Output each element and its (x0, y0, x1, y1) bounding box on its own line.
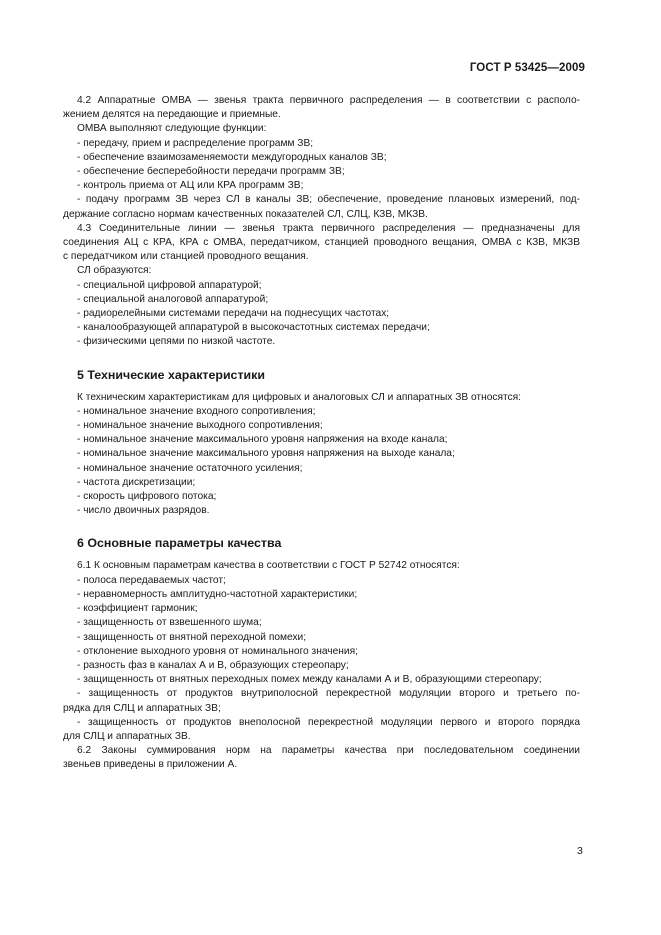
list-item: - отклонение выходного уровня от номинального значения; (77, 645, 358, 657)
list-item: - защищенность от взвешенного шума; (77, 617, 262, 629)
list-item: - частота дискретизации; (77, 476, 196, 488)
sl-intro: СЛ образуются: (77, 265, 152, 277)
document-code-header: ГОСТ Р 53425—2009 (469, 62, 585, 74)
list-item: - радиорелейными системами передачи на поднесущих частотах; (77, 308, 390, 320)
list-item: - защищенность от внятных переходных помех между каналами А и В, образующими стереопару; (77, 674, 542, 686)
list-item: - полоса передаваемых частот; (77, 574, 226, 586)
list-item: - защищенность от внятной переходной помехи; (77, 631, 307, 643)
list-item: - неравномерность амплитудно-частотной характеристики; (77, 588, 358, 600)
section-6-heading: 6 Основные параметры качества (77, 536, 282, 551)
clause-6-1: 6.1 К основным параметрам качества в соответствии с ГОСТ Р 52742 относятся: (77, 560, 460, 572)
omva-intro: ОМВА выполняют следующие функции: (77, 123, 267, 135)
clause-4-2-line: жением делятся на передающие и приемные. (63, 109, 281, 121)
clause-4-3-line: 4.3 Соединительные линии — звенья тракта первичного распределения — предназначены для (77, 222, 580, 234)
list-item: - физическими цепями по низкой частоте. (77, 336, 276, 348)
list-item: - обеспечение бесперебойности передачи программ ЗВ; (77, 166, 345, 178)
list-item: - контроль приема от АЦ или КРА программ ЗВ; (77, 180, 304, 192)
list-item: - номинальное значение остаточного усиления; (77, 462, 303, 474)
clause-4-2-line: 4.2 Аппаратные ОМВА — звенья тракта первичного распределения — в соответствии с располо- (77, 95, 580, 106)
section-5-body (63, 391, 580, 519)
list-item: - подачу программ ЗВ через СЛ в каналы ЗВ; обеспечение, проведение плановых измерений, под- (77, 194, 580, 206)
list-item: - защищенность от продуктов внеполосной перекрестной модуляции первого и второго порядка (77, 716, 580, 728)
list-item: - номинальное значение входного сопротивления; (77, 405, 316, 417)
list-item: - число двоичных разрядов. (77, 505, 210, 517)
list-item-continuation: рядка для СЛЦ и аппаратных ЗВ; (63, 702, 221, 714)
section-5-intro: К техническим характеристикам для цифровых и аналоговых СЛ и аппаратных ЗВ относятся: (77, 391, 521, 403)
clause-6-2-line: звеньев приведены в приложении А. (63, 759, 238, 771)
list-item: - разность фаз в каналах А и В, образующих стереопару; (77, 659, 349, 671)
clause-4-3-line: соединения АЦ с КРА, КРА с ОМВА, передатчиком, станцией проводного вещания, ОМВА с КЗВ, МКЗВ (63, 237, 580, 249)
list-item: - специальной аналоговой аппаратурой; (77, 293, 269, 305)
list-item: - номинальное значение выходного сопротивления; (77, 420, 323, 432)
clause-4-3 (63, 222, 580, 350)
section-6-body (63, 559, 580, 772)
page-body (63, 94, 580, 773)
page-number: 3 (577, 845, 583, 857)
list-item: - номинальное значение максимального уровня напряжения на выходе канала; (77, 448, 455, 460)
clause-6-2-line: 6.2 Законы суммирования норм на параметры качества при последовательном соединении (77, 745, 580, 757)
list-item: - защищенность от продуктов внутриполосной перекрестной модуляции второго и третьего по- (77, 688, 580, 700)
clause-4-3-line: с передатчиком или станцией проводного вещания. (63, 251, 309, 263)
clause-4-2 (63, 94, 580, 222)
list-item: - номинальное значение максимального уровня напряжения на входе канала; (77, 434, 448, 446)
list-item: - скорость цифрового потока; (77, 491, 217, 503)
list-item-continuation: для СЛЦ и аппаратных ЗВ. (63, 730, 191, 742)
section-5-heading: 5 Технические характеристики (77, 367, 265, 382)
list-item: - коэффициент гармоник; (77, 603, 198, 615)
list-item: - обеспечение взаимозаменяемости междугородных каналов ЗВ; (77, 151, 387, 163)
list-item: - специальной цифровой аппаратурой; (77, 279, 262, 291)
list-item: - каналообразующей аппаратурой в высокочастотных системах передачи; (77, 322, 430, 334)
list-item: - передачу, прием и распределение программ ЗВ; (77, 137, 314, 149)
list-item-continuation: держание согласно нормам качественных показателей СЛ, СЛЦ, КЗВ, МКЗВ. (63, 208, 428, 220)
